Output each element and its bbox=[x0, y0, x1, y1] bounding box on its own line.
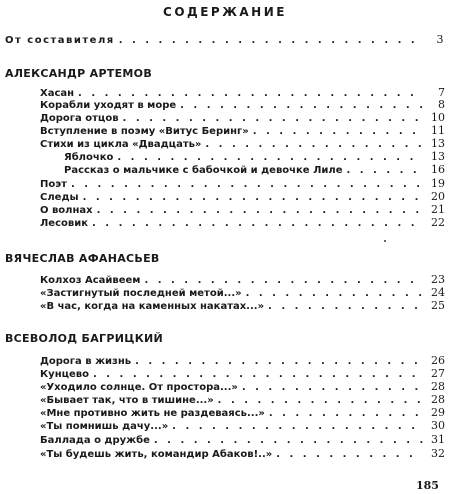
leader-dots bbox=[180, 100, 423, 111]
toc-entry bbox=[40, 216, 445, 229]
author-heading: АЛЕКСАНДР АРТЕМОВ bbox=[5, 67, 153, 80]
toc-entry-label: О волнах bbox=[40, 205, 93, 216]
toc-entry-label: Дорога в жизнь bbox=[40, 356, 132, 367]
toc-entry-page: 10 bbox=[431, 111, 445, 124]
page-number: 185 bbox=[416, 479, 439, 492]
toc-entry-page: 20 bbox=[431, 190, 445, 203]
page-title: СОДЕРЖАНИЕ bbox=[163, 5, 287, 19]
toc-entry-page: 23 bbox=[431, 273, 445, 286]
toc-entry-label: Корабли уходят в море bbox=[40, 100, 177, 111]
leader-dots bbox=[119, 35, 423, 46]
toc-entry bbox=[40, 137, 445, 150]
leader-dots bbox=[253, 126, 423, 137]
toc-entry bbox=[40, 190, 445, 203]
leader-dots bbox=[71, 179, 423, 190]
toc-entry-page: 28 bbox=[431, 393, 445, 406]
leader-dots bbox=[97, 205, 423, 216]
toc-entry bbox=[40, 286, 445, 299]
toc-entry-page: 13 bbox=[431, 150, 445, 163]
toc-entry bbox=[40, 419, 445, 432]
toc-entry-page: 25 bbox=[431, 299, 445, 312]
author-heading: ВЯЧЕСЛАВ АФАНАСЬЕВ bbox=[5, 252, 160, 265]
toc-entry-page: 7 bbox=[438, 86, 445, 99]
toc-entry-page: 21 bbox=[431, 203, 445, 216]
toc-entry-page: 22 bbox=[431, 216, 445, 229]
toc-entry bbox=[40, 299, 445, 312]
toc-entry-page: 19 bbox=[431, 177, 445, 190]
toc-entry-label: «Ты будешь жить, командир Абаков!..» bbox=[40, 449, 273, 460]
toc-entry-page: 24 bbox=[431, 286, 445, 299]
toc-entry-page: 27 bbox=[431, 367, 445, 380]
leader-dots bbox=[246, 288, 423, 299]
leader-dots bbox=[144, 275, 423, 286]
toc-entry bbox=[64, 163, 445, 176]
toc-entry bbox=[40, 273, 445, 286]
leader-dots bbox=[268, 301, 423, 312]
leader-dots bbox=[242, 382, 423, 393]
toc-entry-page: 8 bbox=[438, 98, 445, 111]
toc-entry bbox=[40, 354, 445, 367]
toc-entry-page: 31 bbox=[431, 433, 445, 446]
toc-entry-label: Кунцево bbox=[40, 369, 89, 380]
toc-entry bbox=[40, 367, 445, 380]
toc-entry bbox=[40, 124, 445, 137]
toc-entry-page: 28 bbox=[431, 380, 445, 393]
leader-dots bbox=[83, 192, 423, 203]
leader-dots bbox=[154, 435, 423, 446]
leader-dots bbox=[117, 152, 423, 163]
toc-entry-label: Рассказ о мальчике с бабочкой и девочке Лиле bbox=[64, 165, 343, 176]
toc-entry bbox=[40, 111, 445, 124]
leader-dots bbox=[218, 395, 423, 406]
toc-entry-label: Колхоз Асайвеем bbox=[40, 275, 141, 286]
toc-entry bbox=[40, 177, 445, 190]
toc-entry bbox=[64, 150, 445, 163]
leader-dots bbox=[276, 449, 423, 460]
toc-entry bbox=[40, 203, 445, 216]
toc-entry-label: Хасан bbox=[40, 88, 75, 99]
toc-entry-page: 16 bbox=[431, 163, 445, 176]
toc-entry-label: «Мне противно жить не раздеваясь...» bbox=[40, 408, 265, 419]
toc-entry-label: Вступление в поэму «Витус Беринг» bbox=[40, 126, 249, 137]
leader-dots bbox=[347, 165, 424, 176]
toc-entry-label: Баллада о дружбе bbox=[40, 435, 150, 446]
leader-dots bbox=[92, 218, 423, 229]
author-heading: ВСЕВОЛОД БАГРИЦКИЙ bbox=[5, 332, 164, 345]
toc-entry bbox=[40, 393, 445, 406]
toc-entry bbox=[40, 380, 445, 393]
leader-dots bbox=[123, 113, 423, 124]
leader-dots bbox=[135, 356, 423, 367]
toc-entry bbox=[40, 98, 445, 111]
toc-entry-label: «В час, когда на каменных накатах...» bbox=[40, 301, 265, 312]
leader-dots bbox=[93, 369, 423, 380]
toc-entry-label: Яблочко bbox=[64, 152, 114, 163]
toc-entry-label: «Уходило солнце. От простора...» bbox=[40, 382, 238, 393]
toc-entry-page: 3 bbox=[436, 33, 445, 46]
toc-entry-page: 29 bbox=[431, 406, 445, 419]
toc-entry-label: Лесовик bbox=[40, 218, 89, 229]
toc-entry bbox=[40, 406, 445, 419]
leader-dots bbox=[172, 421, 423, 432]
toc-entry bbox=[40, 433, 445, 446]
toc-entry-page: 32 bbox=[431, 447, 445, 460]
toc-entry-label: От составителя bbox=[5, 35, 115, 46]
toc-entry-label: «Застигнутый последней метой...» bbox=[40, 288, 242, 299]
toc-entry-page: 11 bbox=[431, 124, 445, 137]
toc-entry-label: Стихи из цикла «Двадцать» bbox=[40, 139, 202, 150]
toc-entry-label: Дорога отцов bbox=[40, 113, 119, 124]
toc-entry-page: 26 bbox=[431, 354, 445, 367]
toc-entry-label: Поэт bbox=[40, 179, 67, 190]
toc-entry-label: «Бывает так, что в тишине...» bbox=[40, 395, 214, 406]
toc-entry-intro bbox=[5, 33, 445, 46]
toc-entry-page: 30 bbox=[431, 419, 445, 432]
toc-entry-label: Следы bbox=[40, 192, 79, 203]
leader-dots bbox=[269, 408, 423, 419]
toc-entry bbox=[40, 447, 445, 460]
toc-entry-page: 13 bbox=[431, 137, 445, 150]
toc-entry-label: «Ты помнишь дачу...» bbox=[40, 421, 169, 432]
print-speck bbox=[384, 240, 386, 242]
leader-dots bbox=[205, 139, 423, 150]
